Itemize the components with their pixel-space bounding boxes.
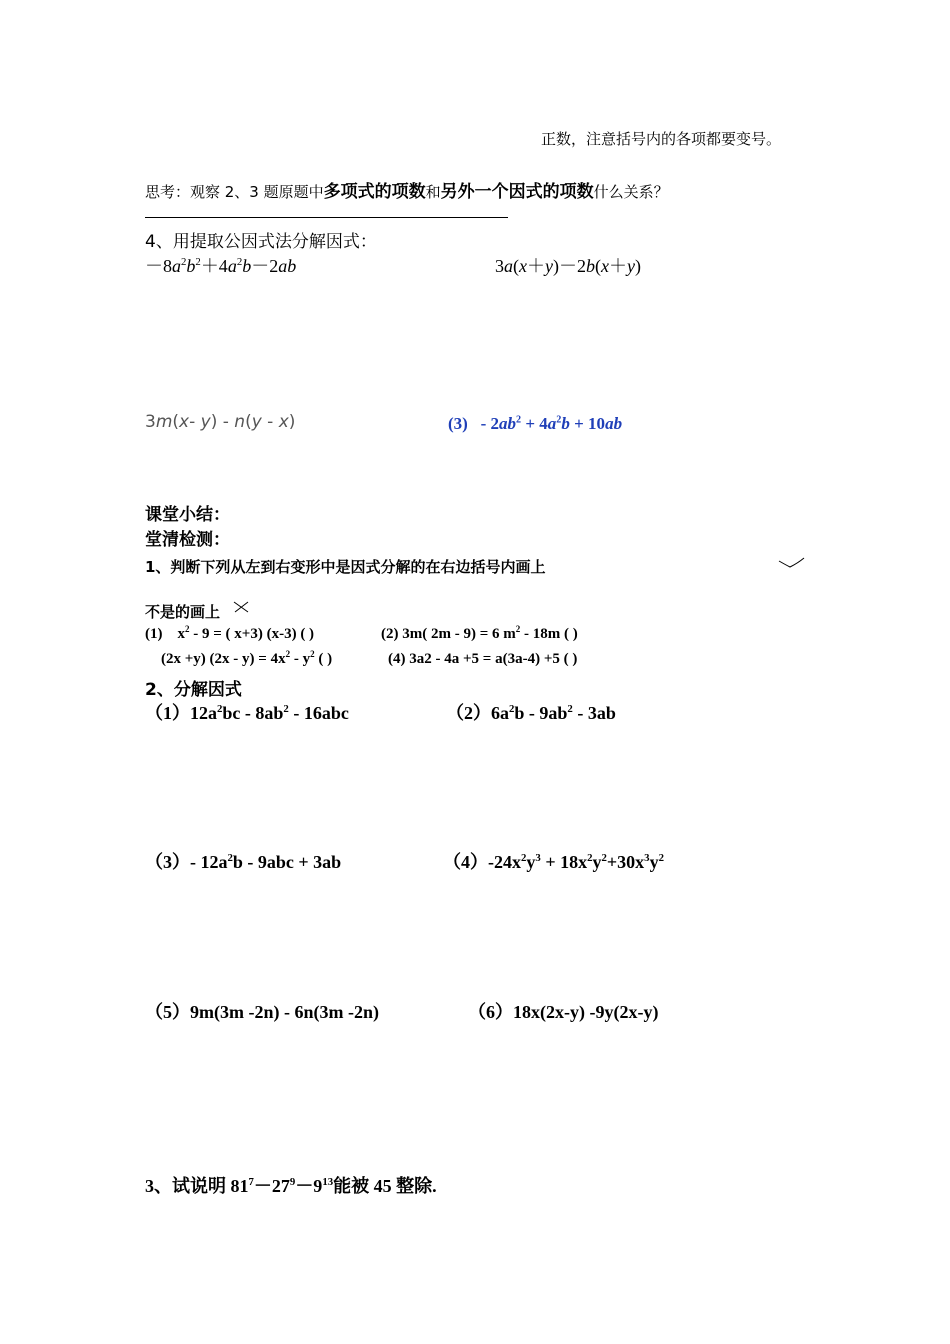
factor-p4: $(4)-24x^2y^3 + 18x^2y^2+30x^3y^2$ <box>443 852 664 872</box>
think-em1: 多项式的项数 <box>323 182 426 202</box>
think-em2: 另外一个因式的项数 <box>440 182 594 202</box>
factor-p2: $(2)6a^2b - 9ab^2 - 3ab$ <box>446 703 616 723</box>
q4-expr4: (3) - $2ab^2 + 4a^2b + 10ab$ <box>448 414 623 433</box>
summary-heading: 课堂小结： <box>145 505 230 525</box>
judge-line2-text: 不是的画上 <box>145 603 221 621</box>
judge-row2-right: (4) 3a2 - 4a +5 = a(3a-4) +5 ( ) <box>388 651 578 667</box>
check-mark-icon <box>778 556 806 570</box>
factor-p5: （5）9m(3m -2n) - 6n(3m -2n) <box>145 1002 379 1022</box>
think-question <box>145 177 669 202</box>
factor-p6: （6）18x(2x-y) -9y(2x-y) <box>468 1002 659 1022</box>
judge-line2 <box>145 601 220 622</box>
think-prefix: 思考：观察 2、3 题原题中 <box>145 183 324 201</box>
judge-row1-right: (2) 3m( 2m - 9) = 6 $m^2 - 18m$ ( ) <box>381 624 578 642</box>
think-mid: 和 <box>425 183 441 201</box>
header-note: 正数，注意括号内的各项都要变号。 <box>541 130 782 148</box>
q3-prove: 3、试说明 $81^7-27^9-9^{13}$能被 45 整除. <box>145 1176 437 1196</box>
judge-row1-left: (1) $x^2 - 9$ = ( x+3) (x-3) ( ) <box>145 624 315 642</box>
think-suffix: 什么关系？ <box>593 183 669 201</box>
factor-title: 2、分解因式 <box>145 680 242 700</box>
cross-mark-icon <box>232 600 250 614</box>
answer-line <box>145 217 508 218</box>
q4-expr3: 3m(x- y) - n(y - x) <box>145 412 296 432</box>
check-heading: 堂清检测： <box>145 530 230 550</box>
factor-p3: （3）- $12a^2b - 9abc + 3ab$ <box>145 852 342 872</box>
factor-p1: $(1)12a^2bc - 8ab^2 - 16abc$ <box>145 703 349 723</box>
q4-expr2: 3a(x＋y)－2b(x＋y) <box>495 256 641 276</box>
q4-expr1: $-8a^2b^2+4a^2b-2ab$ <box>145 256 297 276</box>
q4-title: 4、用提取公因式法分解因式： <box>145 232 377 252</box>
judge-line1: 1、判断下列从左到右变形中是因式分解的在右边括号内画上 <box>145 558 546 576</box>
judge-row2-left: (2x +y) $(2x - y) = 4x^2 - y^2$ ( ) <box>161 649 333 667</box>
